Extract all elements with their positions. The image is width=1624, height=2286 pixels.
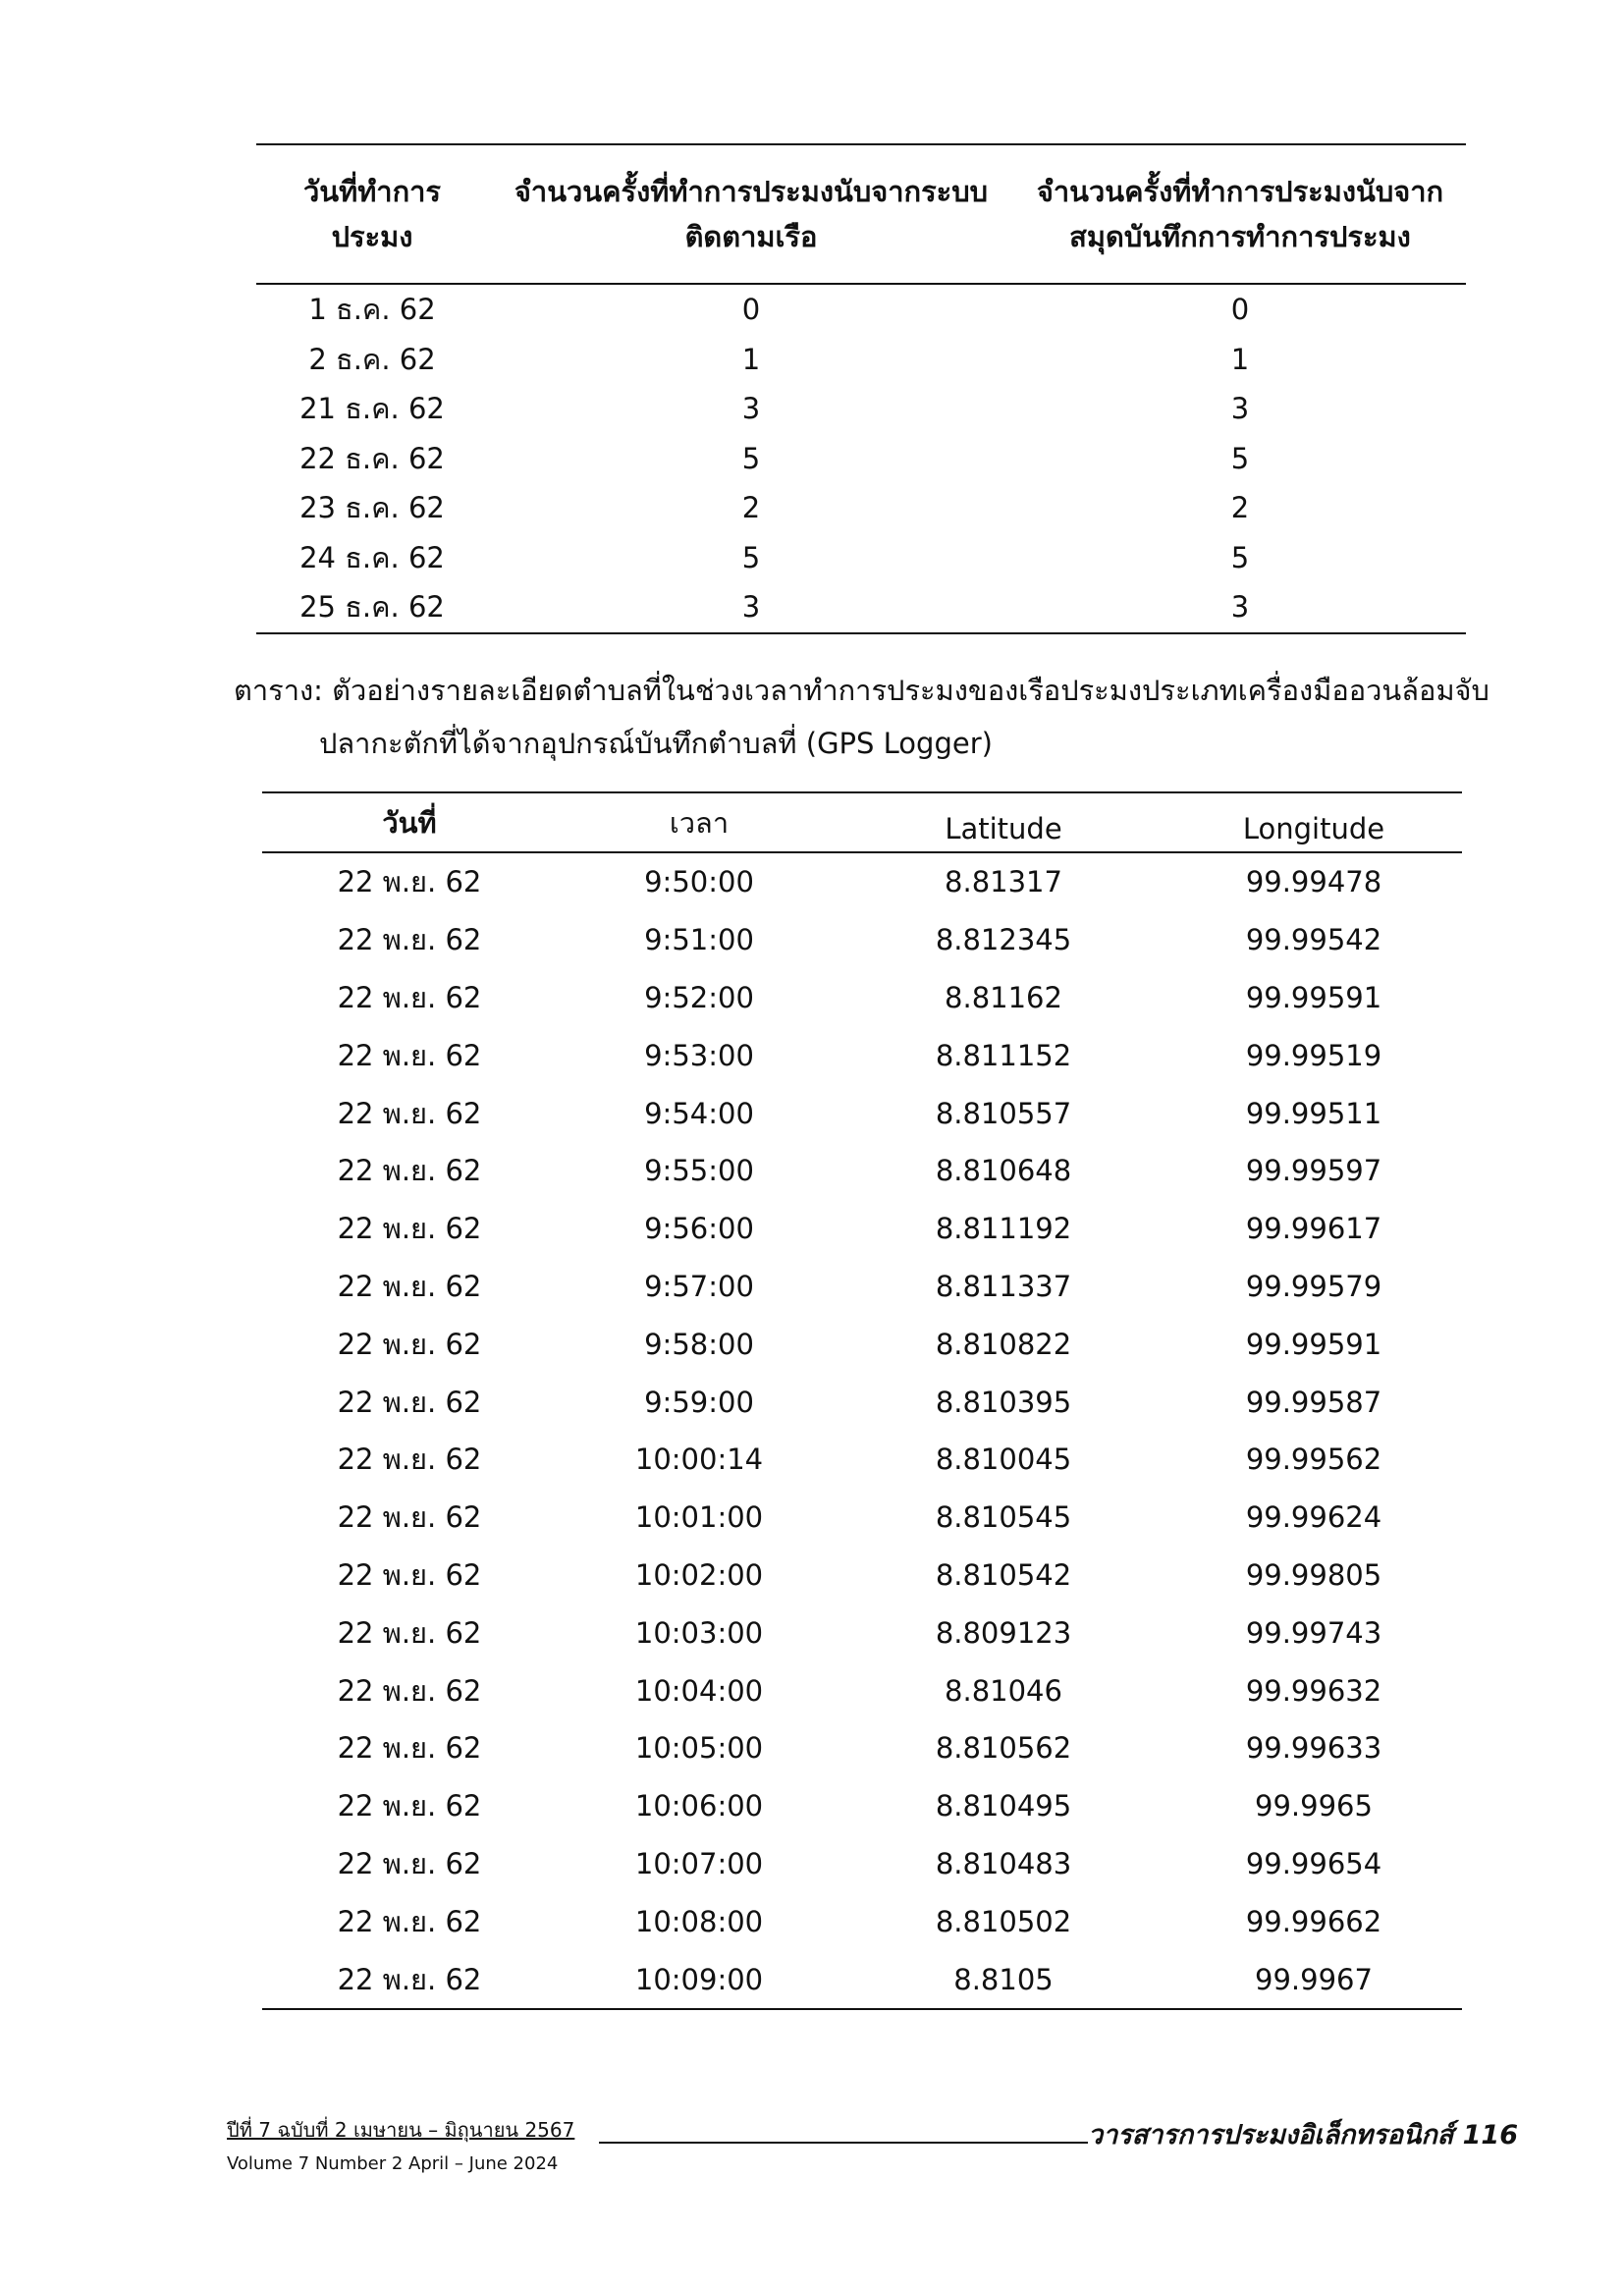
cell-time: 10:00:14 xyxy=(634,1442,764,1477)
cell-latitude: 8.810395 xyxy=(935,1385,1072,1419)
cell-date: 22 พ.ย. 62 xyxy=(337,1154,482,1188)
cell-latitude: 8.81046 xyxy=(945,1673,1062,1708)
cell-count-vms: 0 xyxy=(741,293,761,327)
issue-info-thai: ปีที่ 7 ฉบับที่ 2 เมษายน – มิถุนายน 2567 xyxy=(227,2118,575,2142)
header-longitude: Longitude xyxy=(1242,812,1385,845)
cell-time: 10:03:00 xyxy=(634,1615,764,1650)
fishing-count-table-header xyxy=(256,144,1466,284)
cell-longitude: 99.99542 xyxy=(1245,923,1382,957)
cell-latitude: 8.810648 xyxy=(935,1154,1072,1188)
cell-longitude: 99.99562 xyxy=(1245,1442,1382,1477)
gps-logger-table-body xyxy=(262,852,1462,2009)
cell-date: 22 พ.ย. 62 xyxy=(337,923,482,957)
header-fishing-date: วันที่ทำการ ประมง xyxy=(302,175,442,253)
cell-date: 22 พ.ย. 62 xyxy=(337,1212,482,1246)
cell-date: 22 พ.ย. 62 xyxy=(337,1904,482,1938)
table-row xyxy=(262,911,1462,969)
cell-latitude: 8.811337 xyxy=(935,1269,1072,1303)
page-number: 116 xyxy=(1462,2120,1518,2150)
cell-count-vms: 1 xyxy=(741,342,761,376)
cell-latitude: 8.810495 xyxy=(935,1789,1072,1823)
cell-count-logbook: 5 xyxy=(1230,540,1250,574)
cell-longitude: 99.99597 xyxy=(1245,1154,1382,1188)
cell-count-logbook: 1 xyxy=(1230,342,1250,376)
journal-footer xyxy=(1088,2113,1518,2155)
table-row xyxy=(262,1489,1462,1547)
table-row xyxy=(262,1084,1462,1142)
cell-longitude: 99.99632 xyxy=(1245,1673,1382,1708)
table-row xyxy=(262,1835,1462,1893)
cell-time: 10:09:00 xyxy=(634,1962,764,1996)
gps-logger-table-header xyxy=(262,792,1462,852)
cell-time: 10:06:00 xyxy=(634,1789,764,1823)
cell-date: 22 พ.ย. 62 xyxy=(337,1385,482,1419)
cell-latitude: 8.812345 xyxy=(935,923,1072,957)
table-row xyxy=(262,1719,1462,1777)
cell-latitude: 8.811152 xyxy=(935,1038,1072,1072)
cell-time: 10:02:00 xyxy=(634,1557,764,1592)
cell-time: 10:04:00 xyxy=(634,1673,764,1708)
table-row xyxy=(262,1892,1462,1950)
cell-latitude: 8.809123 xyxy=(935,1615,1072,1650)
table-row xyxy=(256,434,1466,484)
cell-date: 22 พ.ย. 62 xyxy=(337,1615,482,1650)
cell-time: 9:55:00 xyxy=(644,1154,754,1188)
cell-longitude: 99.99662 xyxy=(1245,1904,1382,1938)
cell-longitude: 99.99633 xyxy=(1245,1731,1382,1766)
table-row xyxy=(262,1604,1462,1661)
cell-date: 22 พ.ย. 62 xyxy=(337,1731,482,1766)
issue-info-english: Volume 7 Number 2 April – June 2024 xyxy=(227,2153,559,2174)
cell-date: 22 พ.ย. 62 xyxy=(337,980,482,1014)
cell-date: 22 พ.ย. 62 xyxy=(337,1962,482,1996)
cell-time: 9:53:00 xyxy=(644,1038,754,1072)
cell-latitude: 8.81317 xyxy=(945,865,1062,899)
table-row xyxy=(256,533,1466,583)
cell-date: 21 ธ.ค. 62 xyxy=(299,392,445,426)
cell-latitude: 8.81162 xyxy=(945,980,1062,1014)
cell-count-logbook: 3 xyxy=(1230,392,1250,426)
cell-date: 22 พ.ย. 62 xyxy=(337,865,482,899)
table-row xyxy=(262,1373,1462,1431)
cell-time: 9:50:00 xyxy=(644,865,754,899)
cell-longitude: 99.99805 xyxy=(1245,1557,1382,1592)
cell-latitude: 8.810542 xyxy=(935,1557,1072,1592)
cell-longitude: 99.99617 xyxy=(1245,1212,1382,1246)
journal-name: วารสารการประมงอิเล็กทรอนิกส์ xyxy=(1087,2120,1454,2150)
cell-count-vms: 5 xyxy=(741,441,761,475)
cell-longitude: 99.99579 xyxy=(1245,1269,1382,1303)
table-row xyxy=(262,1258,1462,1316)
cell-count-vms: 3 xyxy=(741,590,761,625)
header-latitude: Latitude xyxy=(945,812,1062,845)
cell-longitude: 99.99511 xyxy=(1245,1096,1382,1130)
cell-latitude: 8.810822 xyxy=(935,1327,1072,1361)
cell-latitude: 8.810545 xyxy=(935,1500,1072,1535)
cell-count-logbook: 3 xyxy=(1230,590,1250,625)
cell-date: 22 พ.ย. 62 xyxy=(337,1096,482,1130)
cell-time: 9:59:00 xyxy=(644,1385,754,1419)
cell-longitude: 99.9965 xyxy=(1255,1789,1373,1823)
table-row xyxy=(256,384,1466,434)
cell-time: 9:52:00 xyxy=(644,980,754,1014)
table-row xyxy=(262,1315,1462,1373)
cell-date: 2 ธ.ค. 62 xyxy=(308,342,436,376)
table-row xyxy=(256,284,1466,335)
table-row xyxy=(262,1431,1462,1489)
cell-date: 22 พ.ย. 62 xyxy=(337,1557,482,1592)
cell-date: 25 ธ.ค. 62 xyxy=(299,590,445,625)
cell-latitude: 8.8105 xyxy=(953,1962,1054,1996)
cell-time: 10:01:00 xyxy=(634,1500,764,1535)
cell-date: 22 ธ.ค. 62 xyxy=(299,441,445,475)
caption-line-2: ปลากะตักที่ได้จากอุปกรณ์บันทึกตำบลที่ (GPS Logger) xyxy=(319,727,993,760)
cell-date: 22 พ.ย. 62 xyxy=(337,1673,482,1708)
cell-longitude: 99.99743 xyxy=(1245,1615,1382,1650)
table-row xyxy=(262,1950,1462,2009)
cell-count-logbook: 2 xyxy=(1230,491,1250,525)
cell-date: 22 พ.ย. 62 xyxy=(337,1038,482,1072)
cell-time: 9:56:00 xyxy=(644,1212,754,1246)
cell-time: 9:58:00 xyxy=(644,1327,754,1361)
cell-longitude: 99.99591 xyxy=(1245,1327,1382,1361)
cell-date: 22 พ.ย. 62 xyxy=(337,1442,482,1477)
cell-time: 9:54:00 xyxy=(644,1096,754,1130)
cell-date: 22 พ.ย. 62 xyxy=(337,1269,482,1303)
table-row xyxy=(262,1026,1462,1084)
cell-date: 1 ธ.ค. 62 xyxy=(308,293,436,327)
cell-date: 23 ธ.ค. 62 xyxy=(299,491,445,525)
cell-count-vms: 2 xyxy=(741,491,761,525)
cell-count-logbook: 0 xyxy=(1230,293,1250,327)
cell-longitude: 99.99624 xyxy=(1245,1500,1382,1535)
cell-date: 22 พ.ย. 62 xyxy=(337,1500,482,1535)
cell-time: 10:05:00 xyxy=(634,1731,764,1766)
cell-longitude: 99.99519 xyxy=(1245,1038,1382,1072)
header-date: วันที่ xyxy=(382,806,437,840)
table-row xyxy=(256,483,1466,533)
footer-rule xyxy=(599,2142,1088,2144)
table-row xyxy=(262,1200,1462,1258)
table-row xyxy=(256,335,1466,385)
header-time: เวลา xyxy=(669,806,730,840)
cell-date: 22 พ.ย. 62 xyxy=(337,1846,482,1880)
cell-latitude: 8.810557 xyxy=(935,1096,1072,1130)
cell-date: 22 พ.ย. 62 xyxy=(337,1789,482,1823)
issue-info xyxy=(227,2114,574,2174)
cell-longitude: 99.99654 xyxy=(1245,1846,1382,1880)
table-row xyxy=(262,1661,1462,1719)
cell-latitude: 8.810483 xyxy=(935,1846,1072,1880)
caption-line-1: ตาราง: ตัวอย่างรายละเอียดตำบลที่ในช่วงเวลาทำการประมงของเรือประมงประเภทเครื่องมืออวนล้อมจับ xyxy=(234,674,1489,707)
header-count-vms: จำนวนครั้งที่ทำการประมงนับจากระบบ ติดตามเรือ xyxy=(514,175,989,253)
table-row xyxy=(262,1547,1462,1605)
cell-count-vms: 5 xyxy=(741,540,761,574)
cell-latitude: 8.810045 xyxy=(935,1442,1072,1477)
cell-time: 9:51:00 xyxy=(644,923,754,957)
fishing-count-table-body xyxy=(256,284,1466,633)
cell-time: 10:07:00 xyxy=(634,1846,764,1880)
table-caption xyxy=(234,664,1490,770)
cell-latitude: 8.810562 xyxy=(935,1731,1072,1766)
cell-longitude: 99.99591 xyxy=(1245,980,1382,1014)
table-row xyxy=(262,969,1462,1027)
cell-time: 9:57:00 xyxy=(644,1269,754,1303)
cell-count-logbook: 5 xyxy=(1230,441,1250,475)
table-row xyxy=(262,852,1462,911)
cell-count-vms: 3 xyxy=(741,392,761,426)
header-count-logbook: จำนวนครั้งที่ทำการประมงนับจาก สมุดบันทึกการทำการประมง xyxy=(1036,175,1444,253)
cell-date: 24 ธ.ค. 62 xyxy=(299,540,445,574)
cell-longitude: 99.99587 xyxy=(1245,1385,1382,1419)
cell-longitude: 99.9967 xyxy=(1255,1962,1373,1996)
cell-time: 10:08:00 xyxy=(634,1904,764,1938)
table-row xyxy=(262,1142,1462,1200)
cell-latitude: 8.811192 xyxy=(935,1212,1072,1246)
fishing-count-table xyxy=(256,143,1466,634)
cell-latitude: 8.810502 xyxy=(935,1904,1072,1938)
cell-longitude: 99.99478 xyxy=(1245,865,1382,899)
table-row xyxy=(262,1777,1462,1835)
table-row xyxy=(256,582,1466,633)
cell-date: 22 พ.ย. 62 xyxy=(337,1327,482,1361)
gps-logger-table xyxy=(262,791,1462,2010)
